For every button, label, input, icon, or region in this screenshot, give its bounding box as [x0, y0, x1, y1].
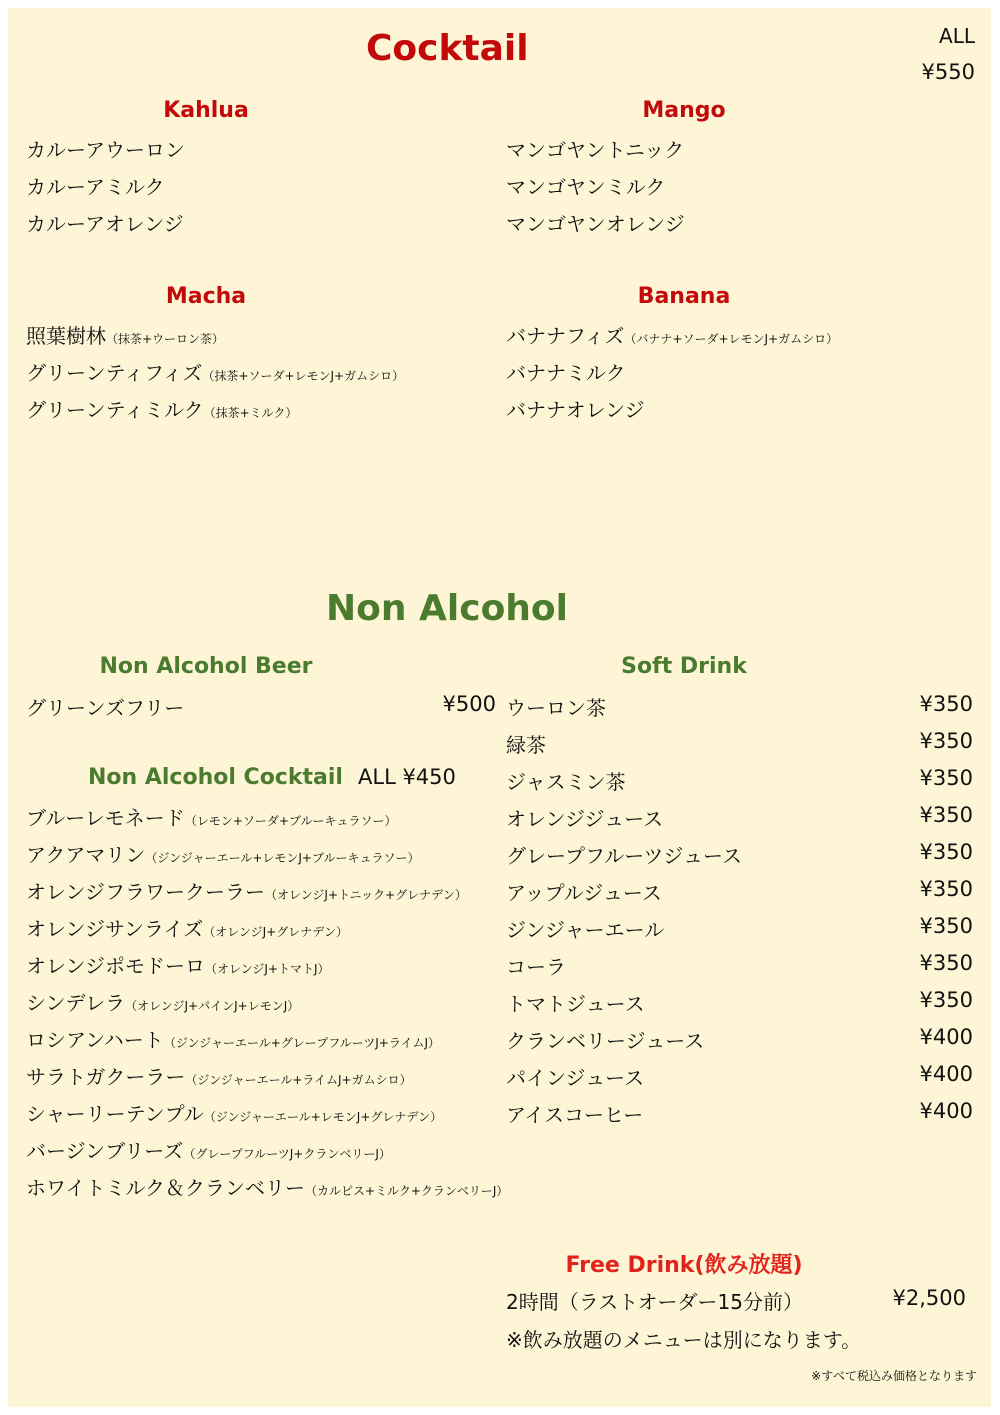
free-drink-heading: Free Drink(飲み放題): [565, 1253, 803, 1278]
soft-drink-price: ¥350: [919, 840, 973, 864]
menu-page: [8, 8, 991, 1407]
soft-drink-price: ¥400: [919, 1025, 973, 1049]
banana-item: [506, 357, 626, 386]
soft-drink-name: グレープフルーツジュース: [506, 844, 742, 868]
soft-drink-price: ¥400: [919, 1099, 973, 1123]
drink-note: （オレンジJ+パインJ+レモンJ）: [125, 999, 300, 1013]
banana-item: [506, 320, 838, 349]
drink-note: （ジンジャーエール+ライムJ+ガムシロ）: [185, 1073, 412, 1087]
kahlua-item: カルーアオレンジ: [26, 212, 184, 236]
soft-drink-price: ¥350: [919, 988, 973, 1012]
free-drink-price: ¥2,500: [892, 1286, 966, 1310]
banana-item: [506, 394, 645, 423]
soft-drink-price: ¥350: [919, 877, 973, 901]
drink-name: ホワイトミルク＆クランベリー: [26, 1176, 305, 1200]
mango-heading: Mango: [642, 98, 726, 123]
soft-drink-price: ¥350: [919, 692, 973, 716]
soft-drink-price: ¥350: [919, 729, 973, 753]
soft-drink-price: ¥400: [919, 1062, 973, 1086]
drink-note: （レモン+ソーダ+ブルーキュラソー）: [184, 814, 397, 828]
drink-note: （ジンジャーエール+レモンJ+ブルーキュラソー）: [145, 851, 420, 865]
non-alcohol-cocktail-item: [26, 1172, 508, 1201]
kahlua-heading: Kahlua: [163, 98, 249, 123]
non-alcohol-cocktail-item: [26, 1024, 440, 1053]
non-alcohol-beer-heading: Non Alcohol Beer: [99, 654, 313, 679]
non-alcohol-cocktail-item: [26, 1098, 442, 1127]
drink-name: サラトガクーラー: [26, 1065, 186, 1089]
drink-name: グリーンティフィズ: [26, 361, 203, 385]
drink-name: オレンジフラワークーラー: [26, 880, 265, 904]
drink-note: （オレンジJ+グレナデン）: [203, 925, 348, 939]
drink-note: （ジンジャーエール+レモンJ+グレナデン）: [203, 1110, 443, 1124]
soft-drink-price: ¥350: [919, 951, 973, 975]
drink-name: 照葉樹林: [26, 324, 106, 348]
kahlua-item: カルーアウーロン: [26, 138, 185, 162]
soft-drink-price: ¥350: [919, 803, 973, 827]
soft-drink-name: コーラ: [506, 955, 566, 979]
cocktail-title: Cocktail: [366, 28, 529, 69]
soft-drink-name: ジャスミン茶: [506, 770, 626, 794]
drink-name: グリーンティミルク: [26, 398, 204, 422]
macha-item: [26, 357, 404, 386]
soft-drink-name: 緑茶: [506, 733, 546, 757]
macha-item: [26, 394, 297, 423]
non-alcohol-title: Non Alcohol: [326, 588, 568, 629]
non-alcohol-beer-price: ¥500: [442, 692, 496, 716]
drink-name: シャーリーテンプル: [26, 1102, 204, 1126]
drink-note: （オレンジJ+トニック+グレナデン）: [265, 888, 467, 902]
mango-item: マンゴヤンミルク: [506, 175, 666, 199]
soft-drink-name: アイスコーヒー: [506, 1103, 644, 1127]
cocktail-price: ¥550: [921, 60, 975, 84]
drink-note: （グレープフルーツJ+クランベリーJ）: [183, 1147, 391, 1161]
drink-name: オレンジポモドーロ: [26, 954, 205, 978]
soft-drink-name: ジンジャーエール: [506, 918, 665, 942]
soft-drink-name: トマトジュース: [506, 992, 645, 1016]
drink-name: オレンジサンライズ: [26, 917, 204, 941]
soft-drink-price: ¥350: [919, 914, 973, 938]
non-alcohol-cocktail-item: [26, 913, 348, 942]
non-alcohol-cocktail-item: [26, 802, 396, 831]
drink-note: （ジンジャーエール+グレープフルーツJ+ライムJ）: [163, 1036, 441, 1050]
free-drink-note: ※飲み放題のメニューは別になります。: [506, 1328, 862, 1352]
non-alcohol-cocktail-heading: Non Alcohol Cocktail: [88, 765, 343, 790]
soft-drink-price: ¥350: [919, 766, 973, 790]
drink-name: バージンブリーズ: [26, 1139, 184, 1163]
soft-drink-heading: Soft Drink: [621, 654, 747, 679]
non-alcohol-cocktail-item: [26, 987, 299, 1016]
non-alcohol-beer-item: グリーンズフリー: [26, 696, 185, 720]
macha-item: [26, 320, 224, 349]
non-alcohol-cocktail-item: [26, 1061, 412, 1090]
kahlua-item: カルーアミルク: [26, 175, 165, 199]
drink-name: バナナミルク: [506, 361, 626, 385]
non-alcohol-cocktail-item: [26, 876, 467, 905]
banana-heading: Banana: [637, 284, 731, 309]
non-alcohol-cocktail-item: [26, 1135, 391, 1164]
drink-note: （カルピス+ミルク+クランベリーJ）: [305, 1184, 509, 1198]
drink-note: （バナナ+ソーダ+レモンJ+ガムシロ）: [624, 332, 839, 346]
drink-name: ロシアンハート: [26, 1028, 164, 1052]
drink-name: ブルーレモネード: [26, 806, 185, 830]
drink-name: バナナオレンジ: [506, 398, 645, 422]
cocktail-price-label: ALL: [939, 24, 975, 48]
soft-drink-name: オレンジジュース: [506, 807, 664, 831]
drink-note: （抹茶+ウーロン茶）: [106, 332, 225, 346]
soft-drink-name: クランベリージュース: [506, 1029, 705, 1053]
soft-drink-name: アップルジュース: [506, 881, 662, 905]
drink-note: （抹茶+ソーダ+レモンJ+ガムシロ）: [202, 369, 405, 383]
macha-heading: Macha: [165, 284, 247, 309]
free-drink-plan: 2時間（ラストオーダー15分前）: [506, 1290, 803, 1314]
mango-item: マンゴヤンオレンジ: [506, 212, 685, 236]
soft-drink-name: ウーロン茶: [506, 696, 606, 720]
drink-name: アクアマリン: [26, 843, 146, 867]
mango-item: マンゴヤントニック: [506, 138, 685, 162]
drink-name: バナナフィズ: [506, 324, 625, 348]
non-alcohol-cocktail-item: [26, 839, 420, 868]
non-alcohol-cocktail-price: ALL ¥450: [358, 765, 456, 789]
drink-note: （オレンジJ+トマトJ）: [205, 962, 330, 976]
tax-note: ※すべて税込み価格となります: [811, 1369, 977, 1383]
drink-note: （抹茶+ミルク）: [203, 406, 298, 420]
drink-name: シンデレラ: [26, 991, 126, 1015]
non-alcohol-cocktail-item: [26, 950, 330, 979]
soft-drink-name: パインジュース: [506, 1066, 645, 1090]
